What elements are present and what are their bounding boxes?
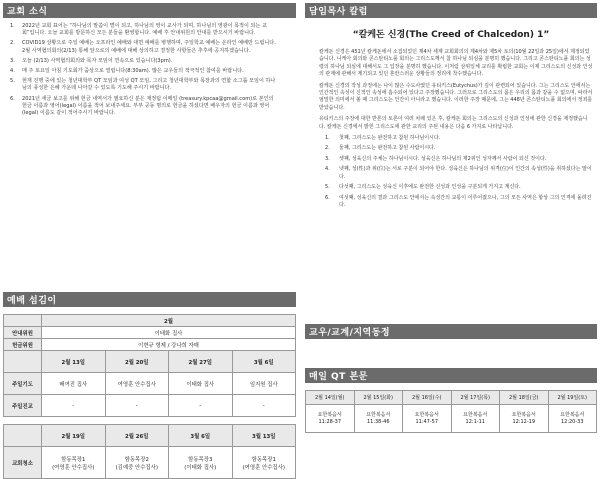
prayer-cell: 배여진 집사 xyxy=(42,373,106,395)
table-row xyxy=(4,315,296,327)
table-row xyxy=(306,405,597,433)
column-paragraph: 유티키스의 주장에 대한 반론의 토론이 여러 차례 있은 후, 칼케돈 회의는 그리스도의 신성과 인성에 관한 신경을 제정했습니다. 칼케돈 신경에서 밝힌 그리스도에 관한 교리의 주된 내용은 다음 6 가지로 나타납니다. xyxy=(319,116,588,130)
pastor-column-section xyxy=(305,3,597,212)
offering-label: 헌금위원 xyxy=(4,339,42,351)
qt-passage: 요한복음서 11:38-46 xyxy=(354,405,403,433)
table-row xyxy=(4,351,296,373)
cleaning-cell: 함동목장1 (여영훈 안수집사) xyxy=(232,447,296,479)
church-news-header: 교회 소식 xyxy=(3,3,296,18)
sermon-label: 주일진교 xyxy=(4,395,42,417)
church-news-section xyxy=(3,3,296,120)
qt-date: 2월 15일(화) xyxy=(354,391,403,405)
date-cell: 2월 19일 xyxy=(42,425,106,447)
table-row xyxy=(4,373,296,395)
daily-qt-header: 매일 QT 본문 xyxy=(305,368,597,383)
worship-servers-header: 예배 섬김이 xyxy=(3,292,296,307)
table-row xyxy=(4,339,296,351)
sermon-cell: - xyxy=(105,395,169,417)
daily-qt-section xyxy=(305,368,597,433)
list-item: 5. 현재 진행 중에 있는 청년대학부 QT 모임과 여성 QT 모임, 그리고 청년대학부와 목장과의 연합 소그룹 모임이 하나님의 풍성한 은혜 가운데 나아갈 수 있도록 기도해 주시기 바랍니다. xyxy=(10,78,276,92)
table-row xyxy=(4,327,296,339)
qt-date: 2월 18일(금) xyxy=(500,391,549,405)
qt-date: 2월 19일(토) xyxy=(548,391,597,405)
qt-passage: 요한복음서 12:12-19 xyxy=(500,405,549,433)
qt-passage: 요한복음서 11:47-57 xyxy=(403,405,452,433)
cleaning-cell: 함동목장3 (이태화 집사) xyxy=(169,447,233,479)
pastor-column-header: 담임목사 칼럼 xyxy=(305,3,597,18)
usher-value: 이태화 집사 xyxy=(42,327,296,339)
church-news-list xyxy=(3,18,296,117)
table-row xyxy=(4,425,296,447)
list-item: 3. 오늘 (2/13) 사역협의회의와 목자 모임이 연속으로 있습니다(3pm). xyxy=(10,57,173,64)
sermon-cell: - xyxy=(42,395,106,417)
list-item: 6. 2021년 세금 보고를 위해 헌금 내역서가 필요하신 분은 재정팀 이메일 (treasury.kpcaa@gmail.com)로 본인의 헌금 이름과 영어(legal) 이름을 적어 보내주세요. 부부 공동 명의로 헌금을 하셨다면 배우자의 헌금 이름과 영어(legal) 이름도 같이 적어주시기 바랍니다. xyxy=(10,95,274,117)
qt-passage: 요한복음서 12:1-11 xyxy=(451,405,500,433)
date-cell: 3월 6일 xyxy=(169,425,233,447)
column-paragraph: 칼케돈 신경은 451년 칼케돈에서 소집되었던 제4차 세계 교회회의의 제4차와 제5차 토의(10월 22일과 25일)에서 제정되었습니다. 니케아 회의와 콘스탄티노플 회의는 그리스도께서 참 하나님 되심을 분명히 했습니다. 그리고 콘스탄티노플 회의는 성령의 하나님 되심에 대해서도 그 입장을 분명히 했습니다. 이처럼 삼위일체 교리를 확립한 교회는 이제 그리스도의 신성과 인성의 관계에 관해서 제기되고 있던 혼란스러운 상황들의 정리에 착수했습니다. xyxy=(319,49,593,78)
column-paragraph: 칼케돈 신경의 작성 과정에는 나이 많은 수도사였던 유티키스(Eutychus)가 깊이 관련되어 있습니다. 그는 그리스도 안에서는 인간적인 속성이 신적인 속성에 흡수되어 있다고 주장했습니다. 그러므로 그리스도의 몸은 우리의 몸과 같을 수 없으며, 따라서 엄밀한 의미에서 볼 때 그리스도는 인간이 아니라고 했습니다. 이러한 주장 때문에, 그는 448년 콘스탄티노플 회의에서 정죄를 받았습니다. xyxy=(319,82,593,111)
cleaning-cell: 함동목장2 (김예중 안수집사) xyxy=(105,447,169,479)
community-news-header: 교우/교계/지역동정 xyxy=(305,324,597,339)
list-item: 5. 다섯째, 그리스도는 성육신 이후에도 완전한 신성과 인성을 구분되게 가지고 계신다. xyxy=(325,184,521,191)
prayer-cell: 이태화 집사 xyxy=(169,373,233,395)
table-row xyxy=(306,391,597,405)
cleaning-label: 교회청소 xyxy=(4,447,42,479)
community-news-section xyxy=(305,324,597,339)
list-item: 6. 여섯째, 성육신의 결과 그리스도 안에서는 속성간의 교통이 이루어졌으나, 그의 모든 사역은 항상 그의 인격에 돌려진다. xyxy=(325,194,592,208)
list-item: 2. 둘째, 그리스도는 완전하고 참된 사람이시다. xyxy=(325,145,436,152)
usher-label: 안내위원 xyxy=(4,327,42,339)
column-points-list xyxy=(305,135,597,209)
worship-servers-table xyxy=(3,314,296,479)
column-title: “칼케돈 신경(The Creed of Chalcedon) 1” xyxy=(352,30,550,40)
date-cell: 3월 13일 xyxy=(232,425,296,447)
sermon-cell: - xyxy=(169,395,233,417)
qt-date: 2월 16일(수) xyxy=(403,391,452,405)
prayer-label: 주일기도 xyxy=(4,373,42,395)
worship-servers-section xyxy=(3,292,296,479)
date-cell: 2월 27일 xyxy=(169,351,233,373)
daily-qt-table xyxy=(305,390,597,433)
list-item: 3. 셋째, 성육신의 주체는 하나님이시다. 성육신은 하나님의 제2위인 성자께서 사람이 되신 것이다. xyxy=(325,155,547,162)
qt-passage: 요한복음서 11:28-37 xyxy=(306,405,355,433)
qt-date: 2월 17일(목) xyxy=(451,391,500,405)
table-row xyxy=(4,395,296,417)
prayer-cell: 임지원 집사 xyxy=(232,373,296,395)
date-cell: 3월 6일 xyxy=(232,351,296,373)
cleaning-cell: 함동목장1 (여영훈 안수집사) xyxy=(42,447,106,479)
list-item: 1. 첫째, 그리스도는 완전하고 참된 하나님이시다. xyxy=(325,135,441,142)
list-item: 4. 넷째, 성(性)과 위(位)는 서로 구분이 되어야 한다. 성육신은 하나님의 위격(位)이 인간의 속성(性)을 취하셨다는 말이다. xyxy=(325,166,592,180)
list-item: 2. COVID19 상황으로 주일 예배는 오프라인 예배와 대면 예배를 병행하며, 주일학교 예배는 온라인 예배만 드립니다. 2월 사역협의회의(2/13) 통해 앞으로의 예배에 대해 상의하고 결정한 사항들은 추후에 공지하겠습니다. xyxy=(10,40,276,54)
qt-date: 2월 14일(월) xyxy=(306,391,355,405)
list-item: 4. 매 주 토요일 아침 기도회가 줌상으로 열립니다(8:30am). 많은 교우들의 적극적인 참여를 바랍니다. xyxy=(10,68,244,75)
date-cell: 2월 20일 xyxy=(105,351,169,373)
list-item: 1. 2022년 교회 표어는 “하나님의 말씀이 벌이 되고, 하나님의 영이 교사가 되며, 하나님의 영광이 목적이 되는 교회”입니다. 오늘 교회를 방문하신 모든 분들을 환영합니다. 예배 후 안내위원의 안내를 받으시기 바랍니다. xyxy=(10,23,267,37)
table-row xyxy=(4,447,296,479)
sermon-cell: - xyxy=(232,395,296,417)
prayer-cell: 여영훈 안수집사 xyxy=(105,373,169,395)
date-cell: 2월 13일 xyxy=(42,351,106,373)
column-body xyxy=(305,49,597,131)
qt-passage: 요한복음서 12:20-33 xyxy=(548,405,597,433)
date-cell: 2월 26일 xyxy=(105,425,169,447)
month-cell: 2월 xyxy=(42,315,296,327)
offering-value: 이현규 형제 / 강나희 자매 xyxy=(42,339,296,351)
